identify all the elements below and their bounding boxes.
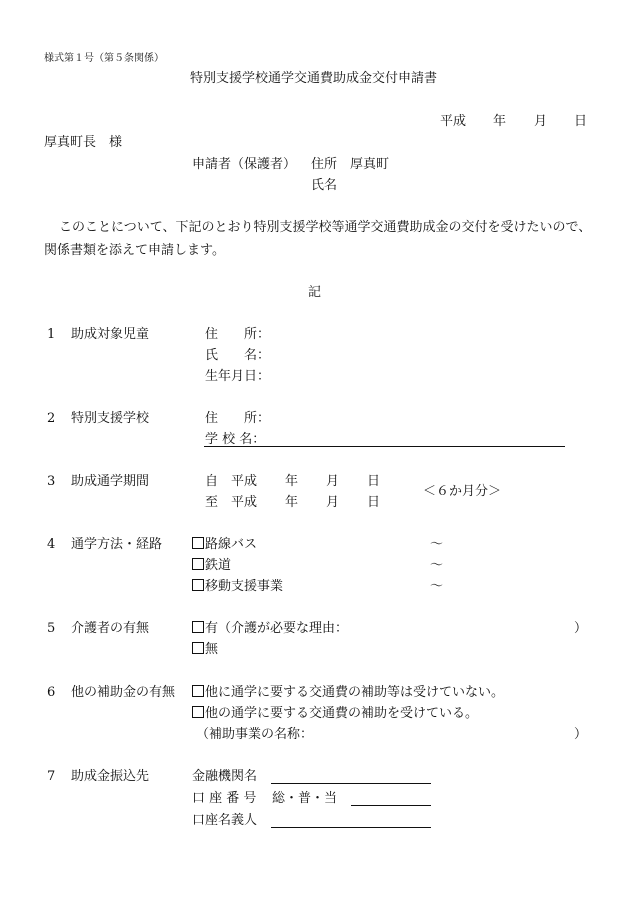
checkbox[interactable]	[192, 642, 204, 654]
section-number: 1	[47, 327, 56, 342]
section-number: 7	[47, 769, 56, 784]
date-year: 年	[493, 114, 507, 129]
subsidy-none-option[interactable]: 他に通学に要する交通費の補助等は受けていない。	[192, 685, 504, 701]
recipient: 厚真町長 様	[44, 135, 123, 150]
ki-marker: 記	[308, 285, 322, 300]
checkbox[interactable]	[192, 558, 204, 570]
section-title: 助成対象児童	[71, 327, 150, 342]
applicant-address-value: 厚真町	[350, 157, 390, 172]
route-mobility-tilde: 〜	[430, 579, 444, 594]
body-text-line1: このことについて、下記のとおり特別支援学校等通学交通費助成金の交付を受けたいので、	[59, 220, 592, 235]
section-number: 4	[47, 537, 56, 552]
bank-name-underline[interactable]	[271, 783, 431, 784]
section-title: 助成通学期間	[71, 474, 150, 489]
subsidy-program-label: （補助事業の名称：	[196, 727, 314, 742]
period-to-era: 平成	[231, 495, 258, 510]
period-from-day: 日	[367, 474, 381, 489]
period-from-era: 平成	[231, 474, 258, 489]
account-holder-label: 口座名義人	[192, 813, 258, 828]
subsidy-close-paren: ）	[574, 727, 588, 742]
section-title: 他の補助金の有無	[71, 685, 176, 700]
section-title: 特別支援学校	[71, 411, 150, 426]
route-rail-option[interactable]: 鉄道	[192, 558, 231, 574]
period-to-day: 日	[367, 495, 381, 510]
account-holder-underline[interactable]	[271, 827, 431, 828]
page-title: 特別支援学校通学交通費助成金交付申請書	[190, 71, 438, 86]
section-number: 3	[47, 474, 56, 489]
checkbox[interactable]	[192, 537, 204, 549]
checkbox[interactable]	[192, 579, 204, 591]
child-address-label: 住 所：	[205, 327, 271, 342]
date-month: 月	[534, 114, 548, 129]
period-note: ＜６か月分＞	[423, 484, 502, 499]
route-rail-tilde: 〜	[430, 558, 444, 573]
period-from-month: 月	[326, 474, 340, 489]
caregiver-yes-option[interactable]: 有（介護が必要な理由：	[192, 621, 348, 637]
child-name-label: 氏 名：	[205, 348, 271, 363]
date-day: 日	[574, 114, 588, 129]
school-name-underline	[204, 446, 565, 447]
section-title: 助成金振込先	[71, 769, 150, 784]
account-types: 総・普・当	[272, 791, 338, 806]
period-to-month: 月	[326, 495, 340, 510]
school-address-label: 住 所：	[205, 411, 271, 426]
section-number: 2	[47, 411, 56, 426]
applicant-label: 申請者（保護者）	[192, 157, 297, 172]
subsidy-received-option[interactable]: 他の通学に要する交通費の補助を受けている。	[192, 706, 478, 722]
period-to-label: 至	[205, 495, 219, 510]
caregiver-close-paren: ）	[574, 621, 588, 636]
bank-name-label: 金融機関名	[192, 769, 258, 784]
section-title: 介護者の有無	[71, 621, 150, 636]
caregiver-no-option[interactable]: 無	[192, 642, 218, 658]
checkbox[interactable]	[192, 706, 204, 718]
checkbox[interactable]	[192, 685, 204, 697]
form-number: 様式第１号（第５条関係）	[44, 53, 164, 64]
period-from-year: 年	[285, 474, 299, 489]
school-name-label: 学 校 名：	[205, 432, 266, 447]
section-number: 5	[47, 621, 56, 636]
child-birthdate-label: 生年月日：	[205, 369, 271, 384]
section-number: 6	[47, 685, 56, 700]
applicant-name-label: 氏名	[311, 178, 338, 193]
period-to-year: 年	[285, 495, 299, 510]
checkbox[interactable]	[192, 621, 204, 633]
account-number-underline[interactable]	[351, 805, 431, 806]
route-bus-tilde: 〜	[430, 537, 444, 552]
account-number-label: 口 座 番 号	[192, 791, 257, 806]
applicant-address-label: 住所	[311, 157, 338, 172]
period-from-label: 自	[205, 474, 219, 489]
route-mobility-option[interactable]: 移動支援事業	[192, 579, 283, 595]
body-text-line2: 関係書類を添えて申請します。	[44, 243, 225, 258]
section-title: 通学方法・経路	[71, 537, 163, 552]
route-bus-option[interactable]: 路線バス	[192, 537, 257, 553]
date-era: 平成	[440, 114, 467, 129]
